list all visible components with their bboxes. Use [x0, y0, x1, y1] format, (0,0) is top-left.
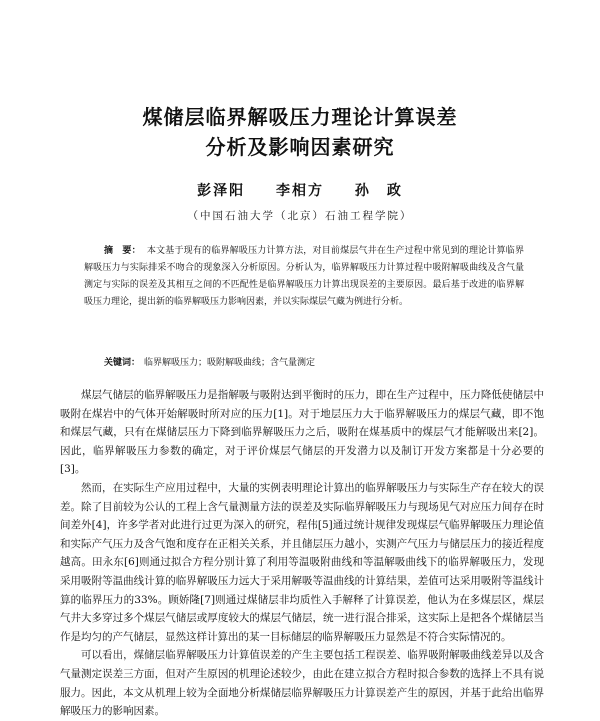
body-paragraph: 可以看出，煤储层临界解吸压力计算值误差的产生主要包括工程误差、临界吸附解吸曲线差异以及含气量测定误差三方面，但对产生原因的机理论述较少，由此在建立拟合方程时拟合参数的选择上不具有说服力。因此，本文从机理上较为全面地分析煤储层临界解吸压力计算误差产生的原因，并基于此给出临界解吸压力的影响因素。	[60, 649, 544, 718]
author-list	[0, 180, 600, 200]
body-paragraph: 煤层气储层的临界解吸压力是指解吸与吸附达到平衡时的压力，即在生产过程中，压力降低使储层中吸附在煤岩中的气体开始解吸时所对应的压力[1]。对于地层压力大于临界解吸压力的煤层气藏，即不饱和煤层气藏，只有在煤储层压力下降到临界解吸压力之后，吸附在煤基质中的煤层气才能解吸出来[2]。因此，临界解吸压力参数的确定，对于评价煤层气储层的开发潜力以及制订开发方案都是十分必要的[3]。	[60, 389, 544, 476]
title-line-1: 煤储层临界解吸压力理论计算误差	[142, 105, 458, 129]
author-name: 彭泽阳	[197, 183, 246, 199]
body-text	[60, 386, 544, 721]
abstract	[84, 243, 524, 311]
keywords-text: 临界解吸压力；吸附解吸曲线；含气量测定	[144, 358, 316, 368]
affiliation: （中国石油大学（北京）石油工程学院）	[187, 210, 413, 222]
title-line-2: 分析及影响因素研究	[205, 135, 395, 159]
body-paragraph: 然而，在实际生产应用过程中，大量的实例表明理论计算出的临界解吸压力与实际生产存在较大的误差。除了目前较为公认的工程上含气量测量方法的误差及实际临界解吸压力与现场见气对应压力间存在时间差外[4]，许多学者对此进行过更为深入的研究，程伟[5]通过统计规律发现煤层气临界解吸压力理论值和实际产气压力及含气饱和度存在正相关关系，并且储层压力越小，实测产气压力与储层压力的接近程度越高。田永东[6]则通过拟合方程分别计算了利用等温吸附曲线和等温解吸曲线下的临界解吸压力，发现采用吸附等温曲线计算的临界解吸压力远大于采用解吸等温曲线的计算结果，差值可达采用吸附等温线计算的临界压力的33%。顾娇隆[7]则通过煤储层非均质性入手解释了计算误差，他认为在多煤层区，煤层气井大多穿过多个煤层气储层或厚度较大的煤层气储层，统一进行混合排采，这实际上是把各个煤储层当作是均匀的产气储层，显然这样计算出的某一目标储层的临界解吸压力显然是不符合实际情况的。	[60, 481, 544, 643]
author-name: 孙 政	[354, 183, 403, 199]
keywords	[104, 356, 524, 370]
abstract-label: 摘 要：	[104, 246, 141, 256]
keywords-label: 关键词：	[104, 358, 141, 368]
author-name: 李相方	[276, 183, 324, 199]
abstract-text: 本文基于现有的临界解吸压力计算方法，对目前煤层气井在生产过程中常见到的理论计算临界解吸压力与实际排采不吻合的现象深入分析原因。分析认为，临界解吸压力计算过程中吸附解吸曲线及含气量测定与实际的误差及其相互之间的不匹配性是临界解吸压力计算出现误差的主要原因。最后基于改进的临界解吸压力理论，提出新的临界解吸压力影响因素，并以实际煤层气藏为例进行分析。	[84, 246, 524, 307]
